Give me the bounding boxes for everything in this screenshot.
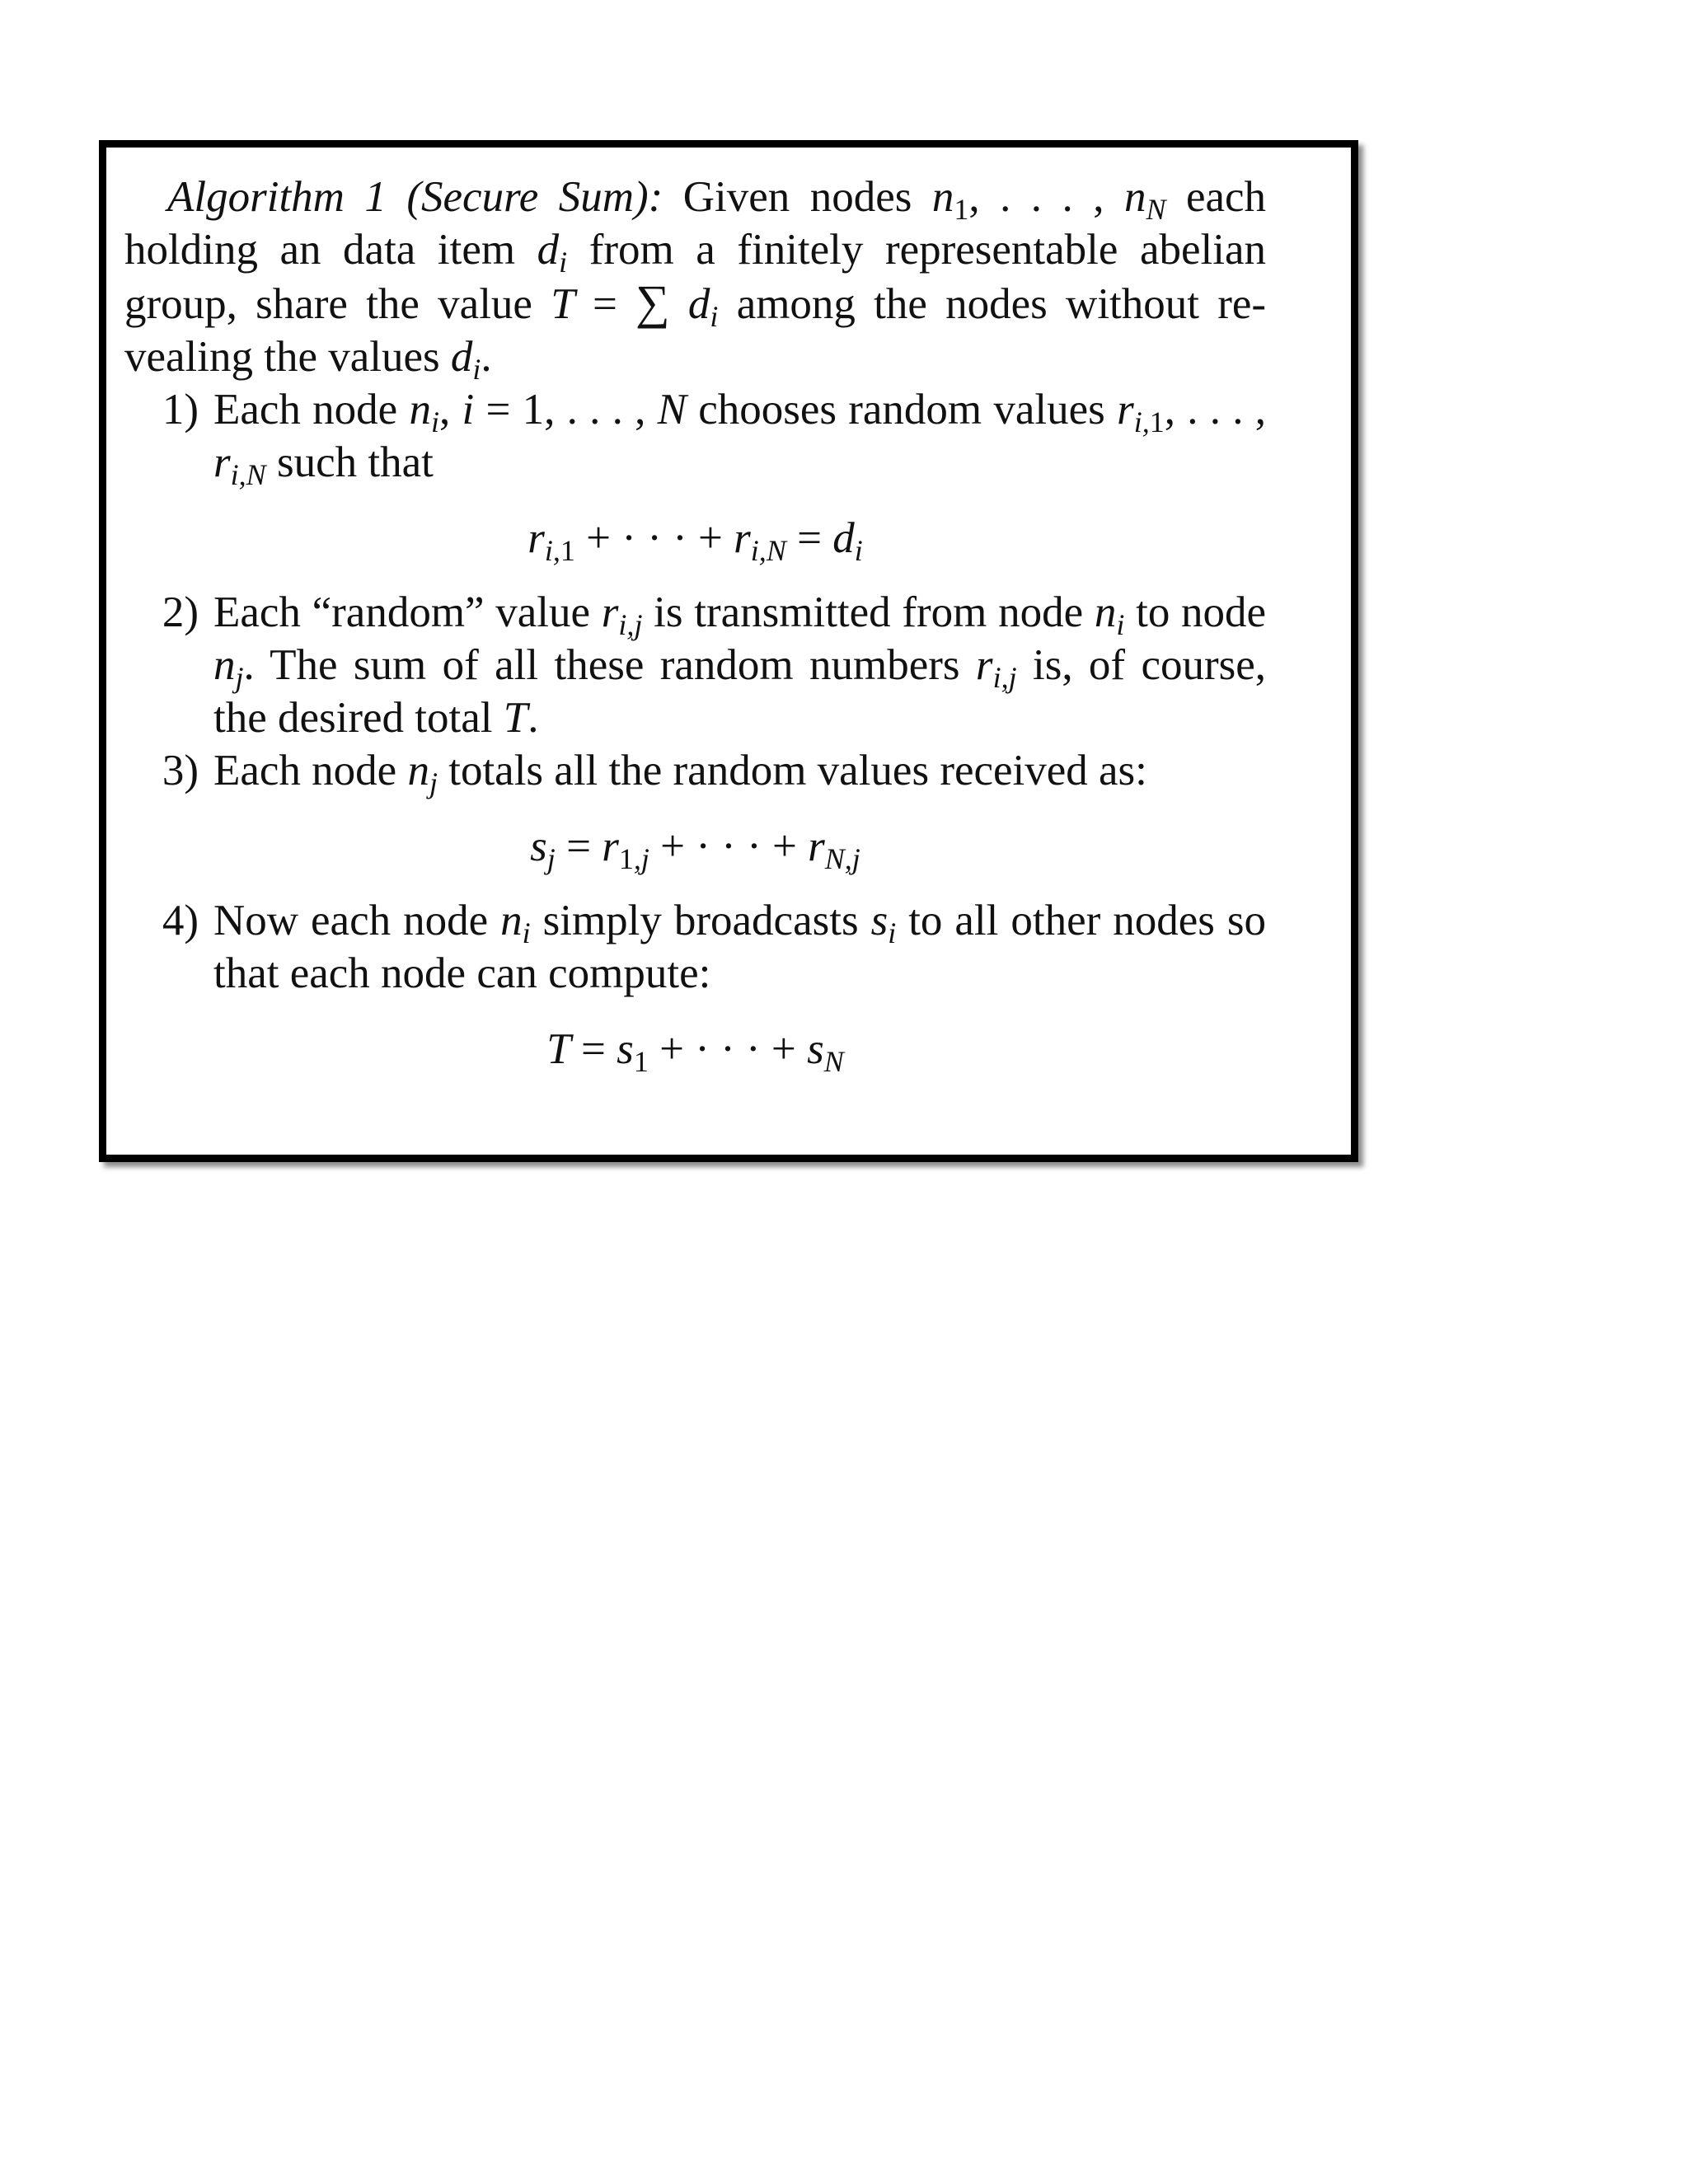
step-3-text-b: totals all the random values received as: [448, 747, 1147, 794]
step-1-text-c: such that [276, 438, 434, 486]
step-2 [124, 586, 1266, 744]
step-2-text-d: . The sum of all these random numbers [243, 641, 960, 689]
math-nodes: $n_1$, . . . , $n_N$ [931, 173, 1166, 227]
equation-1: $r_{i,1}$ + · · · + $r_{i,N} = d_i$ [528, 514, 863, 568]
step-number: 4) [162, 897, 199, 944]
step-1-text-b: chooses random values [698, 386, 1105, 434]
algorithm-box [99, 140, 1358, 1162]
equation-3: $T = s_1$ + · · · + $s_N$ [546, 1025, 844, 1079]
math-total-def: T = ∑ $d_i$ [551, 275, 719, 334]
equation-2: $s_j = r_{1,j}$ + · · · + $r_{N,j}$ [530, 823, 860, 876]
math-r-list: $r_{i,1}$, . . . , $r_{i,N}$ [213, 386, 1266, 492]
step-4 [124, 894, 1266, 1000]
algorithm-content [124, 171, 1267, 1079]
step-1 [124, 383, 1266, 492]
step-3-text [213, 744, 1266, 800]
step-number: 2) [162, 588, 199, 636]
math-nj: $n_j$ [213, 641, 244, 695]
step-2-text [213, 586, 1266, 744]
algorithm-title: Algorithm 1 (Secure Sum): [167, 173, 663, 221]
intro-text-2: each holding an data item [124, 173, 1267, 274]
math-ni: $n_i$ [1094, 588, 1125, 642]
math-si: $s_i$ [870, 897, 897, 950]
math-ni: $n_i$ [500, 897, 531, 950]
step-4-text-a: Now each node [213, 897, 489, 944]
intro-text-1: Given nodes [682, 173, 912, 221]
step-number: 3) [162, 747, 199, 794]
step-2-text-b: is transmitted from node [654, 588, 1084, 636]
step-1-text [213, 383, 1266, 492]
intro-end: . [481, 333, 492, 381]
step-1-text-a: Each node [213, 386, 398, 434]
step-4-text-c: to all other nodes so that each node can compute: [213, 897, 1267, 997]
step-3-text-a: Each node [213, 747, 397, 794]
math-T: T [503, 694, 528, 742]
math-rij: $r_{i,j}$ [601, 588, 643, 642]
step-4-text [213, 894, 1266, 1000]
math-di-2: $d_i$ [450, 333, 481, 387]
step-3 [124, 744, 1266, 800]
step-2-text-e: is, of course, the desired total [213, 641, 1267, 742]
math-nj: $n_j$ [407, 747, 438, 800]
step-2-text-f: . [528, 694, 539, 742]
intro-text-3: from a finitely representable abelian group, share the value [124, 226, 1266, 328]
step-2-text-a: Each “random” value [213, 588, 591, 636]
algorithm-intro [124, 171, 1267, 387]
step-2-text-c: to node [1136, 588, 1267, 636]
step-4-text-b: simply broadcasts [542, 897, 859, 944]
math-rij-2: $r_{i,j}$ [975, 641, 1017, 695]
step-number: 1) [162, 386, 199, 434]
math-di: $d_i$ [537, 226, 568, 279]
math-ni: $n_i$, i = 1, . . . , N [409, 386, 687, 439]
algorithm-steps [124, 383, 1267, 1079]
intro-text-4: among the nodes without re-vealing the values [124, 280, 1267, 381]
